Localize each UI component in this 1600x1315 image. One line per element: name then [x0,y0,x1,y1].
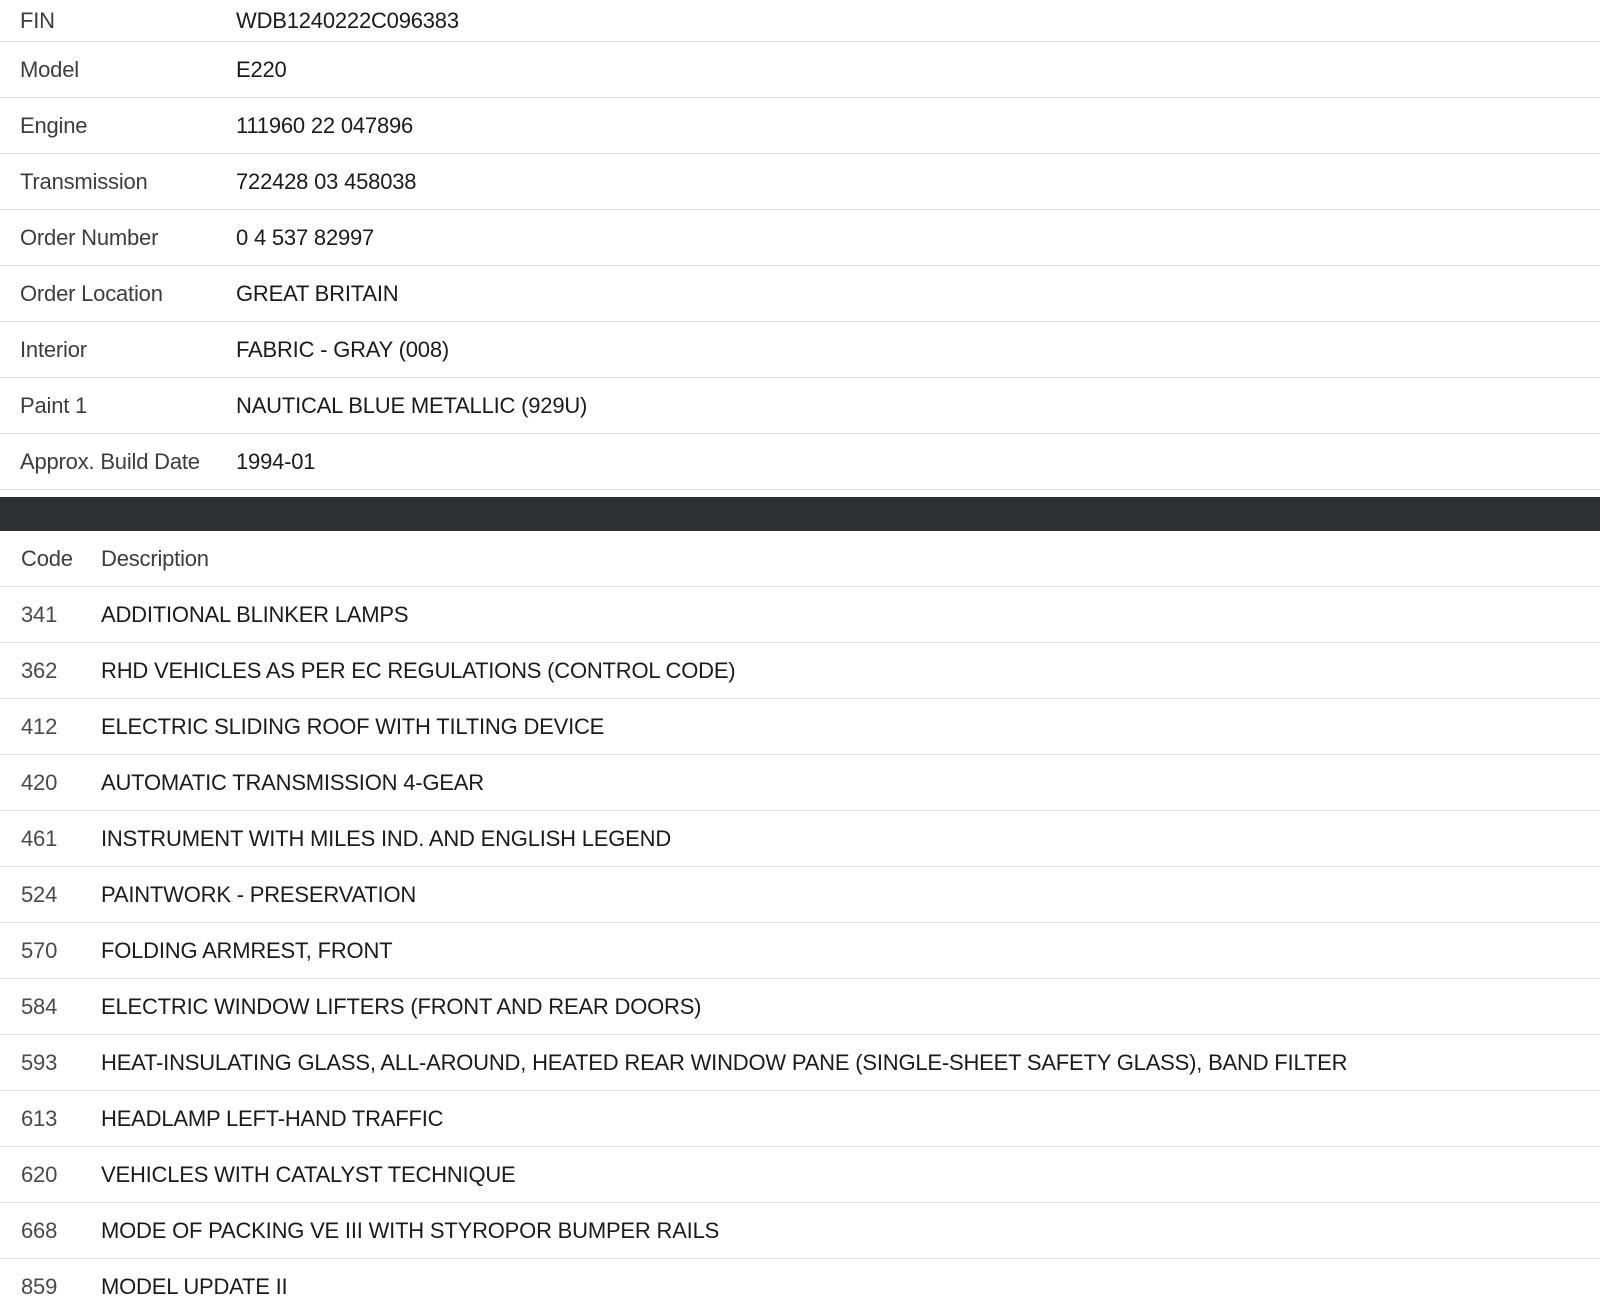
option-code: 570 [21,937,58,963]
vehicle-info-section [0,0,1600,490]
option-row [0,1091,1600,1147]
option-description: VEHICLES WITH CATALYST TECHNIQUE [101,1161,516,1187]
option-row [0,1259,1600,1315]
option-row [0,979,1600,1035]
option-description: HEAT-INSULATING GLASS, ALL-AROUND, HEATED REAR WINDOW PANE (SINGLE-SHEET SAFETY GLASS), BAND FILTER [101,1049,1348,1075]
info-row [0,378,1600,434]
section-divider-bar [0,497,1600,531]
info-label: Transmission [20,168,148,194]
info-value: 722428 03 458038 [236,168,417,194]
option-code: 524 [21,881,58,907]
option-description: INSTRUMENT WITH MILES IND. AND ENGLISH LEGEND [101,825,672,851]
info-label: Approx. Build Date [20,448,200,474]
option-code: 613 [21,1105,58,1131]
info-row [0,210,1600,266]
option-description: FOLDING ARMREST, FRONT [101,937,393,963]
option-code: 420 [21,769,58,795]
options-table-body [0,587,1600,1315]
option-row [0,643,1600,699]
option-code: 412 [21,713,58,739]
option-code: 859 [21,1274,58,1299]
option-code: 620 [21,1161,58,1187]
info-row [0,154,1600,210]
info-value: NAUTICAL BLUE METALLIC (929U) [236,392,588,418]
option-row [0,1203,1600,1259]
option-row [0,1147,1600,1203]
option-code: 584 [21,993,58,1019]
info-value: 1994-01 [236,448,316,474]
options-table [0,531,1600,1315]
option-description: HEADLAMP LEFT-HAND TRAFFIC [101,1105,444,1131]
option-row [0,923,1600,979]
option-description: ELECTRIC SLIDING ROOF WITH TILTING DEVICE [101,713,605,739]
option-code: 593 [21,1049,58,1075]
info-row [0,322,1600,378]
options-table-header [0,531,1600,587]
option-row [0,755,1600,811]
info-row [0,42,1600,98]
code-column-header: Code [21,545,73,571]
info-label: Interior [20,336,87,362]
option-row [0,867,1600,923]
info-row [0,98,1600,154]
option-description: MODE OF PACKING VE III WITH STYROPOR BUMPER RAILS [101,1217,720,1243]
info-row [0,434,1600,490]
info-value: WDB1240222C096383 [236,7,459,33]
option-description: MODEL UPDATE II [101,1274,288,1299]
info-value: FABRIC - GRAY (008) [236,336,449,362]
option-row [0,587,1600,643]
option-code: 362 [21,657,58,683]
option-description: PAINTWORK - PRESERVATION [101,881,417,907]
info-row [0,266,1600,322]
option-description: ELECTRIC WINDOW LIFTERS (FRONT AND REAR DOORS) [101,993,702,1019]
option-description: ADDITIONAL BLINKER LAMPS [101,601,409,627]
option-row [0,699,1600,755]
option-code: 668 [21,1217,58,1243]
info-value: E220 [236,56,287,82]
option-description: RHD VEHICLES AS PER EC REGULATIONS (CONTROL CODE) [101,657,736,683]
info-value: GREAT BRITAIN [236,280,399,306]
info-label: Model [20,56,79,82]
option-row [0,1035,1600,1091]
info-value: 0 4 537 82997 [236,224,375,250]
info-label: Engine [20,112,88,138]
info-label: FIN [20,7,55,33]
section-gap [0,490,1600,497]
option-code: 341 [21,601,58,627]
info-row [0,0,1600,42]
option-code: 461 [21,825,58,851]
option-description: AUTOMATIC TRANSMISSION 4-GEAR [101,769,484,795]
info-label: Paint 1 [20,392,88,418]
info-label: Order Location [20,280,163,306]
description-column-header: Description [101,545,209,571]
info-value: 111960 22 047896 [236,112,414,138]
info-label: Order Number [20,224,159,250]
option-row [0,811,1600,867]
